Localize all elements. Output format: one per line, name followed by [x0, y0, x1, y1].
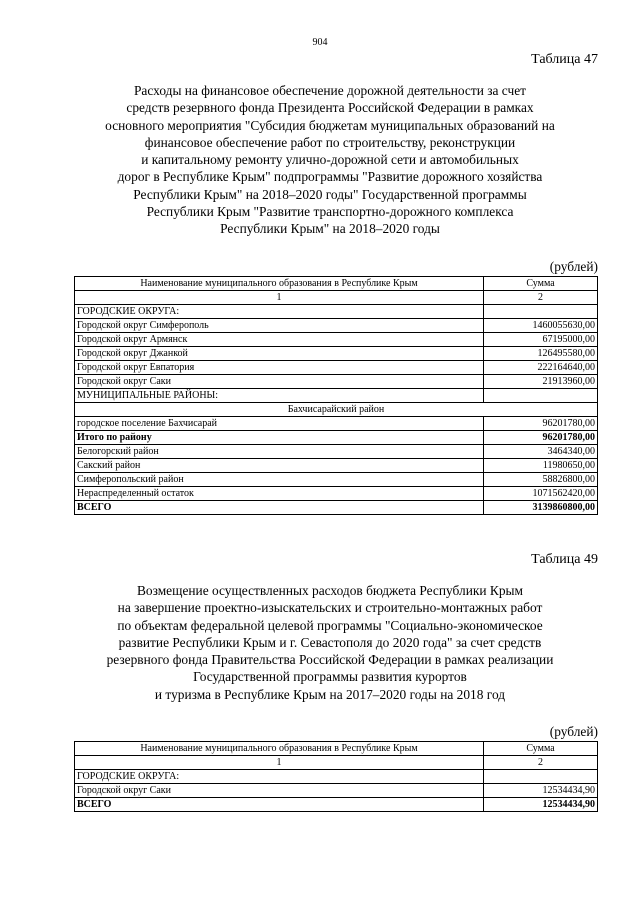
table-row	[75, 319, 598, 333]
municipality-name: городское поселение Бахчисарай	[75, 417, 484, 431]
page-number: 904	[312, 37, 328, 48]
table-header-row	[75, 277, 598, 291]
amount: 58826800,00	[484, 473, 598, 487]
amount: 1460055630,00	[484, 319, 598, 333]
table-row	[75, 459, 598, 473]
col-number-2: 2	[484, 756, 598, 770]
table-row	[75, 431, 598, 445]
amount: 11980650,00	[484, 459, 598, 473]
municipality-name: ГОРОДСКИЕ ОКРУГА:	[75, 305, 484, 319]
title-line: резервного фонда Правительства Российской Федерации в рамках реализации	[106, 652, 554, 668]
municipality-name: Городской округ Армянск	[75, 333, 484, 347]
municipality-name: Городской округ Саки	[75, 375, 484, 389]
title-line: дорог в Республике Крым" подпрограммы "Развитие дорожного хозяйства	[117, 169, 543, 185]
amount: 222164640,00	[484, 361, 598, 375]
table-row	[75, 501, 598, 515]
municipality-name: Городской округ Джанкой	[75, 347, 484, 361]
table-49	[74, 741, 598, 812]
municipality-name: ГОРОДСКИЕ ОКРУГА:	[75, 770, 484, 784]
title-line: Республики Крым "Развитие транспортно-дорожного комплекса	[146, 204, 514, 220]
col-number-1: 1	[75, 756, 484, 770]
title-line: Расходы на финансовое обеспечение дорожной деятельности за счет	[133, 83, 526, 98]
municipality-name: Итого по району	[75, 431, 484, 445]
amount: 1071562420,00	[484, 487, 598, 501]
amount: 12534434,90	[484, 784, 598, 798]
amount: 96201780,00	[484, 431, 598, 445]
table-row	[75, 389, 598, 403]
amount: 67195000,00	[484, 333, 598, 347]
municipality-name: ВСЕГО	[75, 798, 484, 812]
amount	[484, 305, 598, 319]
municipality-name: Городской округ Симферополь	[75, 319, 484, 333]
table-47-unit: (рублей)	[549, 259, 598, 274]
col-number-2: 2	[484, 291, 598, 305]
table-row	[75, 445, 598, 459]
table-47-title	[60, 82, 600, 238]
title-line: финансовое обеспечение работ по строительству, реконструкции	[144, 134, 516, 150]
amount: 96201780,00	[484, 417, 598, 431]
amount	[484, 389, 598, 403]
title-line: и туризма в Республике Крым на 2017–2020 годы на 2018 год	[154, 686, 506, 702]
header-name: Наименование муниципального образования в Республике Крым	[75, 277, 484, 291]
table-row	[75, 403, 598, 417]
municipality-name: Симферопольский район	[75, 473, 484, 487]
header-name: Наименование муниципального образования в Республике Крым	[75, 742, 484, 756]
title-line: средств резервного фонда Президента Российской Федерации в рамках	[126, 100, 534, 116]
municipality-name: Нераспределенный остаток	[75, 487, 484, 501]
table-row	[75, 417, 598, 431]
table-49-label: Таблица 49	[531, 552, 598, 567]
title-line: Республики Крым" на 2018–2020 годы" Государственной программы	[133, 186, 527, 202]
table-row	[75, 375, 598, 389]
table-47	[74, 276, 598, 515]
title-line: Возмещение осуществленных расходов бюджета Республики Крым	[136, 583, 523, 598]
municipality-name: ВСЕГО	[75, 501, 484, 515]
table-row	[75, 784, 598, 798]
amount: 126495580,00	[484, 347, 598, 361]
municipality-name: Городской округ Саки	[75, 784, 484, 798]
title-line: Республики Крым" на 2018–2020 годы	[220, 221, 440, 237]
municipality-name: Белогорский район	[75, 445, 484, 459]
title-line: на завершение проектно-изыскательских и строительно-монтажных работ	[117, 600, 543, 616]
title-line: Государственной программы развития курортов	[193, 669, 467, 685]
amount	[484, 770, 598, 784]
table-49-title	[60, 582, 600, 703]
amount: 3139860800,00	[484, 501, 598, 515]
table-row	[75, 305, 598, 319]
table-header-row	[75, 742, 598, 756]
title-line: развитие Республики Крым и г. Севастополя до 2020 года" за счет средств	[118, 634, 542, 650]
table-row	[75, 798, 598, 812]
col-number-1: 1	[75, 291, 484, 305]
table-47-label: Таблица 47	[531, 52, 598, 67]
municipality-name: Сакский район	[75, 459, 484, 473]
district-heading: Бахчисарайский район	[75, 403, 598, 417]
title-line: по объектам федеральной целевой программы "Социально-экономическое	[117, 617, 543, 633]
column-number-row	[75, 291, 598, 305]
table-49-unit: (рублей)	[549, 724, 598, 739]
amount: 21913960,00	[484, 375, 598, 389]
table-row	[75, 770, 598, 784]
column-number-row	[75, 756, 598, 770]
title-line: основного мероприятия "Субсидия бюджетам муниципальных образований на	[105, 117, 555, 133]
amount: 3464340,00	[484, 445, 598, 459]
table-row	[75, 333, 598, 347]
header-sum: Сумма	[484, 277, 598, 291]
municipality-name: Городской округ Евпатория	[75, 361, 484, 375]
municipality-name: МУНИЦИПАЛЬНЫЕ РАЙОНЫ:	[75, 389, 484, 403]
table-row	[75, 473, 598, 487]
table-row	[75, 347, 598, 361]
table-row	[75, 361, 598, 375]
title-line: и капитальному ремонту улично-дорожной сети и автомобильных	[141, 152, 519, 168]
amount: 12534434,90	[484, 798, 598, 812]
header-sum: Сумма	[484, 742, 598, 756]
table-row	[75, 487, 598, 501]
